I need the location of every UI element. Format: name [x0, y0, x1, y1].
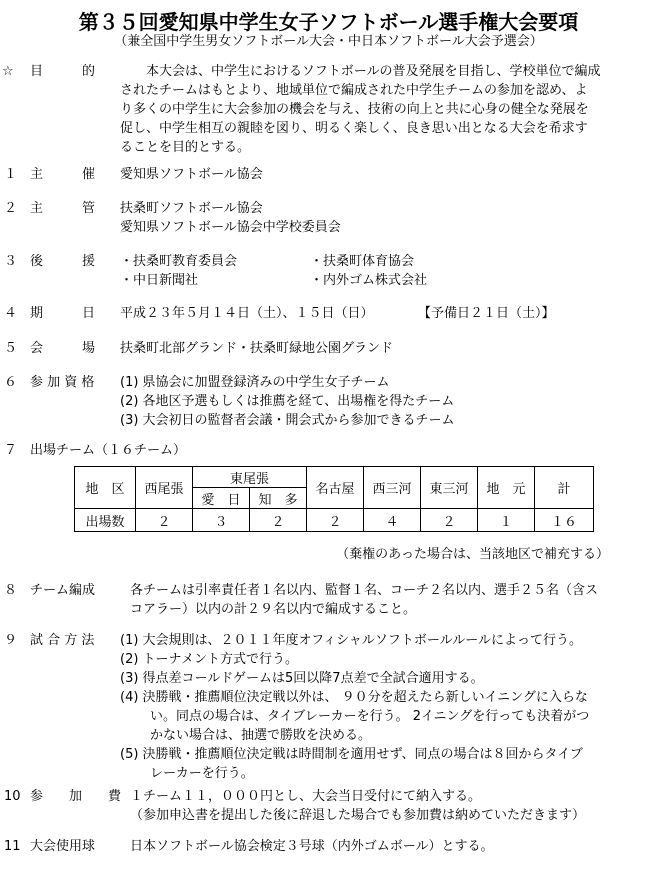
purpose-label: 目 的 [30, 64, 96, 79]
star-mark: ☆ [2, 64, 14, 79]
reserve-date: 【予備日２１日（土）】 [418, 306, 555, 321]
table-row: 出場数 ２ ３ ２ ２ ４ ２ １ １６ [75, 509, 594, 532]
teams-table: 地 区 西尾張 東尾張 名古屋 西三河 東三河 地 元 計 愛 日 知 多 出場数 ２ ３ ２ ２ ４ ２ １ １６ [74, 466, 594, 532]
purpose-text: 本大会は、中学生におけるソフトボールの普及発展を目指し、学校単位で編成 されたチームはもとより、地域単位で編成された中学生チームの参加を認め、よ り多くの中学生に大会参加の機会を与え、技術の向上と共に心身の健全な発展を 促し、中学生相互の親睦を図り、明るく楽しく、良き思い出となる大会を希求す ることを目的とする。 [120, 64, 601, 155]
document-subtitle: （兼全国中学生男女ソフトボール大会・中日本ソフトボール大会予選会） [114, 34, 543, 49]
table-note: （棄権のあった場合は、当該地区で補充する） [336, 547, 609, 562]
document-title: 第３５回愛知県中学生女子ソフトボール選手権大会要項 [78, 10, 579, 34]
header-region: 地 区 [75, 467, 136, 509]
document: 第３５回愛知県中学生女子ソフトボール選手権大会要項 （兼全国中学生男女ソフトボール大会・中日本ソフトボール大会予選会） ☆ 目 的 本大会は、中学生におけるソフトボールの普及発展を目指し、学校単位で編成 されたチームはもとより、地域単位で編成された中学生チームの参加を認め、よ り多くの中学生に大会参加の機会を与え、技術の向上と共に心身の健全な発展を 促し、中学生相互の親睦を図り、明るく楽しく、良き思い出となる大会を希求す ることを目的とする。 １ 主 催 愛知県ソフトボール協会 ２ 主 管 扶桑町ソフトボール協会 愛知県ソフトボール協会中学校委員会 ３ 後 援 ・扶桑町教育委員会 ・扶桑町体育協会 ・中日新聞社 ・内外ゴム株式会社 ４ 期 日 平成２３年５月１４日（土）、１５日（日） 【予備日２１日（土）】 ５ 会 場 扶桑町北部グランド・扶桑町緑地公園グランド ６ 参 加 資 格 (1) 県協会に加盟登録済みの中学生女子チーム (2) 各地区予選もしくは推薦を経て、出場権を得たチーム (3) 大会初日の監督者会議・開会式から参加できるチーム ７ 出場チーム（１６チーム） 地 区 西尾張 東尾張 名古屋 西三河 東三河 地 元 計 愛 日 知 多 出場数 ２ ３ ２ ２ ４ ２ １ １６ （棄権のあった場合は、当該地区で補充する） ８ チーム編成 各チームは引率責任者１名以内、監督１名、コーチ２名以内、選手２５名（含ス コアラー）以内の計２９名以内で編成すること。 ９ 試 合 方 法 (1) 大会規則は、２０１１年度オフィシャルソフトボールルールによって行う。 (2) トーナメント方式で行う。 (3) 得点差コールドゲームは5回以降7点差で全試合適用する。 (4) 決勝戦・推薦順位決定戦以外は、 ９０分を超えたら新しいイニングに入らな い。同点の場合は、タイブレーカーを行う。 2イニングを行っても決着がつ かない場合は、抽選で勝敗を決める。 (5) 決勝戦・推薦順位決定戦は時間制を適用せず、同点の場合は８回からタイブ レーカーを行う。 10 参 加 費 １チーム１１，０００円とし、大会当日受付にて納入する。 （参加申込書を提出した後に辞退した場合でも参加費は納めていただきます） 11 大会使用球 日本ソフトボール協会検定３号球（内外ゴムボール）とする。 [0, 0, 657, 879]
